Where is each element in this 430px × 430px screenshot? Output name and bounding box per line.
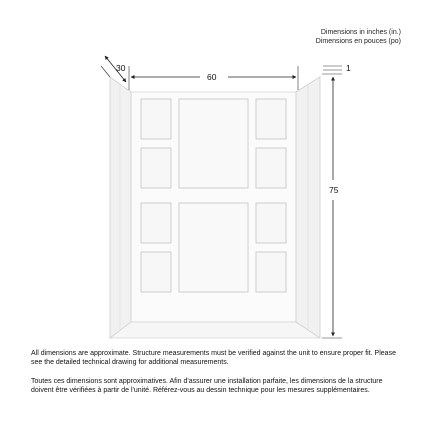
wall-panel xyxy=(256,148,286,188)
wall-panel xyxy=(256,99,286,139)
depth-label: 30 xyxy=(116,63,126,73)
note-french: Toutes ces dimensions sont approximatives. Afin d'assurer une installation parfaite, les dimensions de la structure doivent être vérifiées à partir de l'unité. Référez-vous au dessin technique pour les mesures supplémentaires. xyxy=(31,378,383,395)
wall-panel xyxy=(179,99,248,188)
wall-thickness-label: 1 xyxy=(346,63,351,73)
units-french: Dimensions en pouces (po) xyxy=(315,38,401,45)
wall-panel xyxy=(141,203,171,243)
wall-panel xyxy=(256,203,286,243)
wall-panel xyxy=(141,252,171,292)
wall-panel xyxy=(141,148,171,188)
width-label: 60 xyxy=(207,72,217,82)
wall-panel xyxy=(141,99,171,139)
units-english: Dimensions in inches (in.) xyxy=(320,29,401,36)
wall-panel xyxy=(256,252,286,292)
wall-panel xyxy=(179,203,248,292)
height-label: 75 xyxy=(329,185,339,195)
floor xyxy=(110,322,320,338)
depth-extension xyxy=(101,66,110,77)
left-side-wall xyxy=(110,77,131,338)
note-english: All dimensions are approximate. Structure measurements must be verified against the unit to ensure proper fit. Please see the detailed technical drawing for additional measurements. xyxy=(31,350,396,367)
units-label xyxy=(316,28,401,46)
